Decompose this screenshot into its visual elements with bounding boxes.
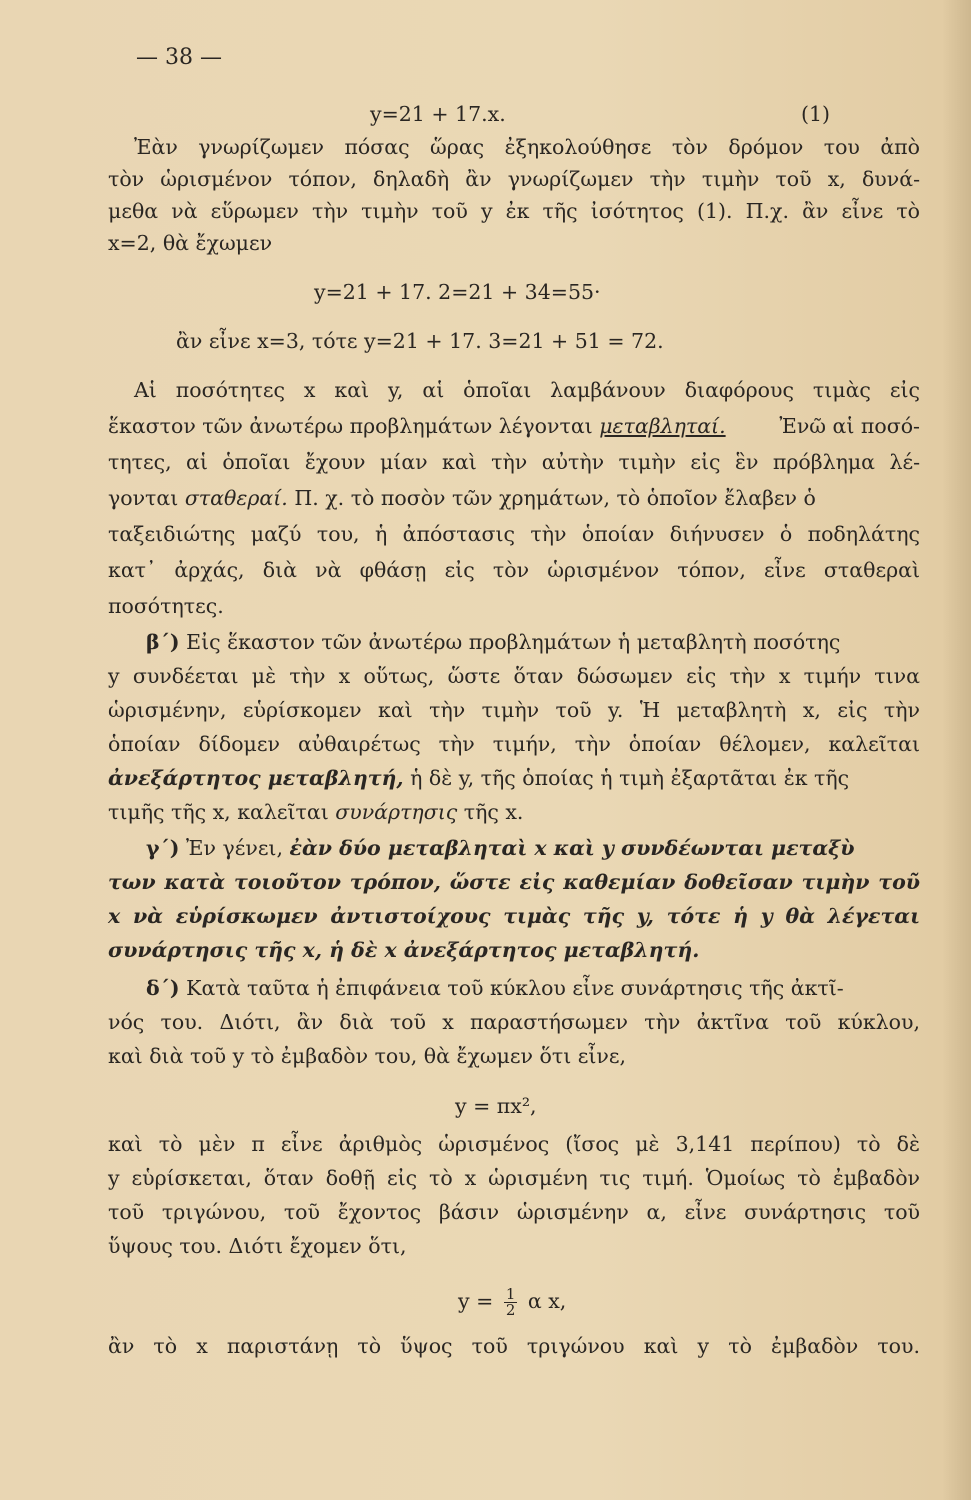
section-label: δ΄): [146, 976, 180, 1000]
text-line: ποσότητες.: [108, 594, 224, 618]
paragraph-c-line: γ΄) Ἐν γένει, ἐὰν δύο μεταβληταὶ x καὶ y συνδέωνται μεταξὺ: [146, 836, 855, 860]
text-line: x νὰ εὑρίσκωμεν ἀντιστοίχους τιμὰς τῆς y, τότε ἡ y θὰ λέγεται: [108, 904, 920, 928]
text-line: ἂν εἶνε x=3, τότε y=21 + 17. 3=21 + 51 = 72.: [176, 329, 664, 353]
page-number: — 38 —: [136, 45, 222, 70]
emphasis: μεταβληταί.: [599, 414, 726, 438]
text-line: Ἐὰν γνωρίζωμεν πόσας ὥρας ἐξηκολούθησε τὸν δρόμον του ἀπὸ: [134, 135, 920, 159]
text-line: τητες, αἱ ὁποῖαι ἔχουν μίαν καὶ τὴν αὐτὴν τιμὴν εἰς ἓν πρόβλημα λέ-: [108, 450, 920, 474]
text-line: ὁποίαν δίδομεν αὐθαιρέτως τὴν τιμήν, τὴν ὁποίαν θέλομεν, καλεῖται: [108, 732, 920, 756]
emphasis: ἀνεξάρτητος μεταβλητή,: [108, 766, 404, 790]
paragraph-d-line: δ΄) Κατὰ ταῦτα ἡ ἐπιφάνεια τοῦ κύκλου εἶνε συνάρτησις τῆς ἀκτῖ-: [146, 976, 844, 1000]
equation-4: y = $\frac{1}{2}$ α x,: [458, 1285, 567, 1319]
text-line: ἀνεξάρτητος μεταβλητή, ἡ δὲ y, τῆς ὁποίας ἡ τιμὴ ἐξαρτᾶται ἐκ τῆς: [108, 766, 850, 790]
text-line: Αἱ ποσότητες x καὶ y, αἱ ὁποῖαι λαμβάνουν διαφόρους τιμὰς εἰς: [134, 378, 920, 402]
text-line: γονται σταθεραί. Π. χ. τὸ ποσὸν τῶν χρημάτων, τὸ ὁποῖον ἔλαβεν ὁ: [108, 486, 816, 510]
equation-number: (1): [800, 102, 830, 126]
section-label: β΄): [146, 630, 180, 654]
text-line: ἕκαστον τῶν ἀνωτέρω προβλημάτων λέγονται μεταβληταί. Ἐνῶ αἱ ποσό-: [108, 414, 920, 438]
text-line: τιμῆς τῆς x, καλεῖται συνάρτησις τῆς x.: [108, 800, 524, 824]
text-line: ἂν τὸ x παριστάνῃ τὸ ὕψος τοῦ τριγώνου καὶ y τὸ ἐμβαδὸν του.: [108, 1334, 920, 1358]
text-line: νός του. Διότι, ἂν διὰ τοῦ x παραστήσωμεν τὴν ἀκτῖνα τοῦ κύκλου,: [108, 1010, 920, 1034]
equation-3: y = πx²,: [455, 1094, 537, 1118]
text-line: ὡρισμένην, εὑρίσκομεν καὶ τὴν τιμὴν τοῦ y. Ἡ μεταβλητὴ x, εἰς τὴν: [108, 698, 920, 722]
equation-2: y=21 + 17. 2=21 + 34=55·: [314, 280, 601, 304]
text-line: y εὑρίσκεται, ὅταν δοθῇ εἰς τὸ x ὡρισμένη τις τιμή. Ὁμοίως τὸ ἐμβαδὸν: [108, 1166, 920, 1190]
emphasis: ἐὰν δύο μεταβληταὶ x καὶ y συνδέωνται μεταξὺ: [289, 836, 855, 860]
text-line: μεθα νὰ εὕρωμεν τὴν τιμὴν τοῦ y ἐκ τῆς ἰσότητος (1). Π.χ. ἂν εἶνε τὸ: [108, 199, 920, 223]
text-line: τὸν ὡρισμένον τόπον, δηλαδὴ ἂν γνωρίζωμεν τὴν τιμὴν τοῦ x, δυνά-: [108, 167, 920, 191]
text-line: x=2, θὰ ἔχωμεν: [108, 231, 273, 255]
text-line: ταξειδιώτης μαζύ του, ἡ ἀπόστασις τὴν ὁποίαν διήνυσεν ὁ ποδηλάτης: [108, 522, 920, 546]
fraction: $\frac{1}{2}$: [505, 1285, 516, 1319]
text-line: των κατὰ τοιοῦτον τρόπον, ὥστε εἰς καθεμίαν δοθεῖσαν τιμὴν τοῦ: [108, 870, 920, 894]
text-line: τοῦ τριγώνου, τοῦ ἔχοντος βάσιν ὡρισμένην α, εἶνε συνάρτησις τοῦ: [108, 1200, 920, 1224]
text-line: καὶ διὰ τοῦ y τὸ ἐμβαδὸν του, θὰ ἔχωμεν ὅτι εἶνε,: [108, 1044, 627, 1068]
emphasis: σταθεραί.: [184, 486, 288, 510]
text-line: καὶ τὸ μὲν π εἶνε ἀριθμὸς ὡρισμένος (ἴσος μὲ 3,141 περίπου) τὸ δὲ: [108, 1132, 920, 1156]
text-line: y συνδέεται μὲ τὴν x οὕτως, ὥστε ὅταν δώσωμεν εἰς τὴν x τιμήν τινα: [108, 664, 920, 688]
section-label: γ΄): [146, 836, 180, 860]
text-line: ὕψους του. Διότι ἔχομεν ὅτι,: [108, 1234, 407, 1258]
paragraph-b-line: β΄) Εἰς ἕκαστον τῶν ἀνωτέρω προβλημάτων ἡ μεταβλητὴ ποσότης: [146, 630, 841, 654]
text-line: κατ᾽ ἀρχάς, διὰ νὰ φθάσῃ εἰς τὸν ὡρισμένον τόπον, εἶνε σταθεραὶ: [108, 558, 920, 582]
emphasis: συνάρτησις: [335, 800, 458, 824]
equation-1: y=21 + 17.x. (1): [370, 99, 830, 129]
text-line: συνάρτησις τῆς x, ἡ δὲ x ἀνεξάρτητος μεταβλητή.: [108, 938, 700, 962]
